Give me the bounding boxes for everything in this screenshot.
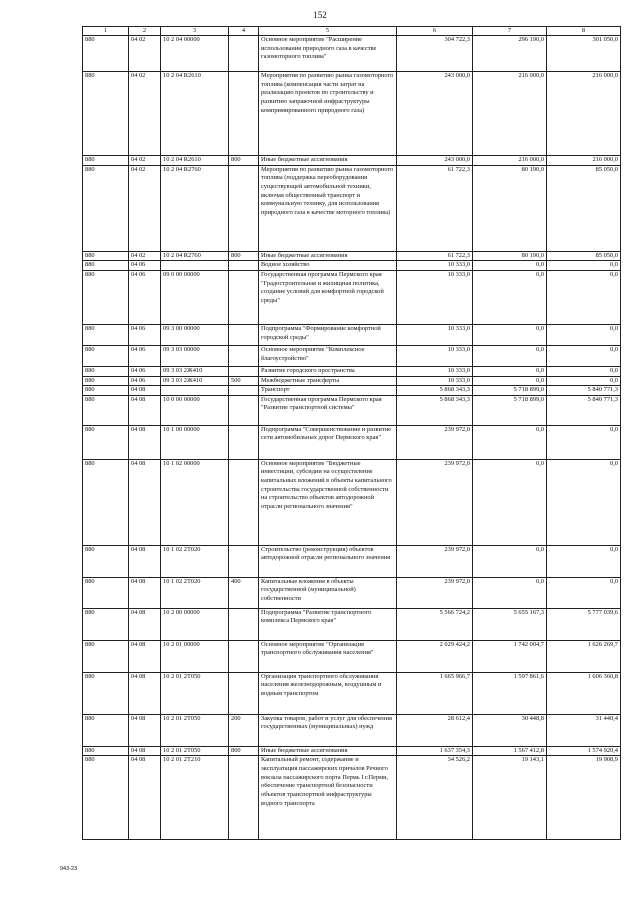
cell-amount-year1: 304 722,3 <box>397 36 473 72</box>
cell-amount-year1: 239 972,0 <box>397 577 473 608</box>
cell-section-code: 04 08 <box>129 608 161 640</box>
cell-section-code: 04 02 <box>129 72 161 156</box>
cell-admin-code: 880 <box>83 577 129 608</box>
cell-admin-code: 880 <box>83 746 129 756</box>
column-header: 5 <box>259 27 397 36</box>
cell-description: Государственная программа Пермского края "Градостроительная и жилищная политика, создание условий для комфортной городской среды" <box>259 270 397 324</box>
cell-amount-year3: 85 050,0 <box>547 165 621 251</box>
column-header: 6 <box>397 27 473 36</box>
cell-description: Межбюджетные трансферты <box>259 376 397 386</box>
cell-amount-year2: 296 190,0 <box>473 36 547 72</box>
cell-section-code: 04 06 <box>129 270 161 324</box>
cell-admin-code: 880 <box>83 608 129 640</box>
cell-admin-code: 880 <box>83 165 129 251</box>
cell-admin-code: 880 <box>83 324 129 345</box>
cell-admin-code: 880 <box>83 386 129 396</box>
cell-amount-year3: 0,0 <box>547 261 621 271</box>
cell-admin-code: 880 <box>83 345 129 366</box>
cell-amount-year1: 5 868 343,3 <box>397 386 473 396</box>
cell-section-code: 04 02 <box>129 36 161 72</box>
cell-expense-type <box>229 608 259 640</box>
cell-amount-year2: 1 742 004,7 <box>473 640 547 672</box>
cell-expense-type: 800 <box>229 251 259 261</box>
table-row <box>83 608 621 640</box>
cell-amount-year2: 0,0 <box>473 425 547 459</box>
cell-amount-year3: 1 626 269,7 <box>547 640 621 672</box>
column-header: 3 <box>161 27 229 36</box>
column-header: 8 <box>547 27 621 36</box>
cell-description: Организация транспортного обслуживания населения железнодорожным, воздушным и водным транспортом <box>259 672 397 714</box>
cell-expense-type <box>229 270 259 324</box>
cell-amount-year1: 28 612,4 <box>397 714 473 746</box>
cell-target-code: 10 2 04 R2760 <box>161 251 229 261</box>
table-row <box>83 459 621 545</box>
cell-amount-year3: 0,0 <box>547 425 621 459</box>
cell-description: Основное мероприятие "Комплексное благоустройство" <box>259 345 397 366</box>
cell-expense-type <box>229 545 259 577</box>
cell-amount-year1: 5 868 343,3 <box>397 395 473 425</box>
cell-target-code: 10 2 01 2Т210 <box>161 756 229 840</box>
cell-section-code: 04 02 <box>129 165 161 251</box>
cell-section-code: 04 08 <box>129 395 161 425</box>
cell-admin-code: 880 <box>83 714 129 746</box>
cell-amount-year1: 1 637 354,3 <box>397 746 473 756</box>
cell-admin-code: 880 <box>83 672 129 714</box>
cell-amount-year1: 5 566 724,2 <box>397 608 473 640</box>
cell-expense-type <box>229 366 259 376</box>
table-row <box>83 756 621 840</box>
cell-admin-code: 880 <box>83 545 129 577</box>
cell-admin-code: 880 <box>83 366 129 376</box>
cell-amount-year3: 1 606 360,8 <box>547 672 621 714</box>
cell-amount-year2: 216 000,0 <box>473 156 547 166</box>
cell-expense-type <box>229 425 259 459</box>
cell-amount-year2: 5 718 899,0 <box>473 395 547 425</box>
cell-amount-year1: 10 333,0 <box>397 376 473 386</box>
cell-description: Закупка товаров, работ и услуг для обеспечения государственных (муниципальных) нужд <box>259 714 397 746</box>
cell-description: Подпрограмма "Совершенствование и развитие сети автомобильных дорог Пермского края" <box>259 425 397 459</box>
cell-expense-type: 200 <box>229 714 259 746</box>
cell-amount-year2: 1 567 412,8 <box>473 746 547 756</box>
cell-admin-code: 880 <box>83 36 129 72</box>
cell-target-code: 10 0 00 00000 <box>161 395 229 425</box>
cell-amount-year3: 5 777 039,6 <box>547 608 621 640</box>
cell-amount-year1: 239 972,0 <box>397 425 473 459</box>
cell-description: Мероприятия по развитию рынка газомоторного топлива (компенсация части затрат на реализацию проектов по строительству и развитию заправочной инфраструктуры компримированного природного газа) <box>259 72 397 156</box>
cell-section-code: 04 08 <box>129 545 161 577</box>
budget-table <box>82 26 621 840</box>
cell-target-code: 10 2 01 2Т050 <box>161 714 229 746</box>
cell-amount-year3: 0,0 <box>547 577 621 608</box>
cell-description: Государственная программа Пермского края "Развитие транспортной системы" <box>259 395 397 425</box>
cell-target-code <box>161 261 229 271</box>
cell-section-code: 04 02 <box>129 251 161 261</box>
table-row <box>83 714 621 746</box>
cell-expense-type <box>229 261 259 271</box>
column-header: 1 <box>83 27 129 36</box>
cell-amount-year1: 239 972,0 <box>397 459 473 545</box>
cell-expense-type <box>229 386 259 396</box>
cell-amount-year2: 80 190,0 <box>473 165 547 251</box>
cell-expense-type <box>229 324 259 345</box>
cell-target-code: 10 2 04 R2760 <box>161 165 229 251</box>
cell-amount-year1: 10 333,0 <box>397 270 473 324</box>
cell-section-code: 04 06 <box>129 345 161 366</box>
cell-description: Иные бюджетные ассигнования <box>259 251 397 261</box>
cell-target-code: 09 3 03 2Ж410 <box>161 376 229 386</box>
table-row <box>83 395 621 425</box>
cell-section-code: 04 06 <box>129 366 161 376</box>
cell-amount-year1: 10 333,0 <box>397 324 473 345</box>
cell-target-code: 09 3 03 00000 <box>161 345 229 366</box>
cell-expense-type: 500 <box>229 376 259 386</box>
cell-target-code: 10 1 02 00000 <box>161 459 229 545</box>
cell-target-code: 10 2 04 R2610 <box>161 156 229 166</box>
cell-amount-year1: 243 000,0 <box>397 72 473 156</box>
cell-expense-type <box>229 640 259 672</box>
cell-description: Капитальный ремонт, содержание и эксплуатация пассажирских причалов Речного вокзала пассажирского порта Пермь I г.Перми, обеспечение транспортной безопасности объектов транспортной инфраструктуры водного транспорта <box>259 756 397 840</box>
cell-amount-year3: 5 840 771,3 <box>547 386 621 396</box>
cell-amount-year3: 5 840 771,3 <box>547 395 621 425</box>
page-number: 152 <box>313 10 327 20</box>
cell-amount-year2: 5 655 167,3 <box>473 608 547 640</box>
table-row <box>83 251 621 261</box>
cell-amount-year2: 19 143,1 <box>473 756 547 840</box>
cell-target-code: 09 0 00 00000 <box>161 270 229 324</box>
cell-amount-year1: 34 526,2 <box>397 756 473 840</box>
table-row <box>83 545 621 577</box>
cell-amount-year3: 0,0 <box>547 345 621 366</box>
cell-amount-year2: 0,0 <box>473 324 547 345</box>
cell-admin-code: 880 <box>83 640 129 672</box>
table-row <box>83 386 621 396</box>
cell-amount-year1: 239 972,0 <box>397 545 473 577</box>
table-row <box>83 366 621 376</box>
cell-description: Мероприятия по развитию рынка газомоторного топлива (поддержка переоборудования существующей автомобильной техники, включая общественный транспорт и коммунальную технику, для использования природного газа в качестве моторного топлива) <box>259 165 397 251</box>
cell-section-code: 04 06 <box>129 376 161 386</box>
cell-amount-year1: 61 722,3 <box>397 251 473 261</box>
table-header-row <box>83 27 621 36</box>
cell-amount-year1: 10 333,0 <box>397 345 473 366</box>
cell-amount-year3: 1 574 920,4 <box>547 746 621 756</box>
cell-amount-year1: 61 722,3 <box>397 165 473 251</box>
cell-section-code: 04 08 <box>129 756 161 840</box>
cell-description: Подпрограмма "Формирование комфортной городской среды" <box>259 324 397 345</box>
cell-expense-type <box>229 72 259 156</box>
cell-amount-year3: 0,0 <box>547 270 621 324</box>
cell-amount-year3: 0,0 <box>547 366 621 376</box>
cell-target-code: 10 2 01 00000 <box>161 640 229 672</box>
table-row <box>83 376 621 386</box>
cell-amount-year3: 85 050,0 <box>547 251 621 261</box>
cell-description: Иные бюджетные ассигнования <box>259 156 397 166</box>
cell-admin-code: 880 <box>83 395 129 425</box>
cell-description: Водное хозяйство <box>259 261 397 271</box>
table-row <box>83 345 621 366</box>
cell-amount-year2: 80 190,0 <box>473 251 547 261</box>
cell-section-code: 04 08 <box>129 425 161 459</box>
cell-admin-code: 880 <box>83 376 129 386</box>
column-header: 7 <box>473 27 547 36</box>
cell-amount-year2: 216 000,0 <box>473 72 547 156</box>
cell-amount-year1: 2 029 424,2 <box>397 640 473 672</box>
cell-description: Строительство (реконструкция) объектов автодорожной отрасли регионального значения <box>259 545 397 577</box>
cell-target-code: 09 3 00 00000 <box>161 324 229 345</box>
cell-target-code: 10 1 00 00000 <box>161 425 229 459</box>
cell-amount-year2: 0,0 <box>473 345 547 366</box>
cell-target-code: 10 1 02 2Т020 <box>161 545 229 577</box>
cell-amount-year2: 30 448,8 <box>473 714 547 746</box>
cell-expense-type <box>229 36 259 72</box>
table-row <box>83 165 621 251</box>
cell-admin-code: 880 <box>83 72 129 156</box>
cell-amount-year2: 0,0 <box>473 577 547 608</box>
cell-section-code: 04 02 <box>129 156 161 166</box>
cell-expense-type <box>229 395 259 425</box>
cell-amount-year3: 301 050,0 <box>547 36 621 72</box>
table-row <box>83 577 621 608</box>
cell-amount-year3: 31 440,4 <box>547 714 621 746</box>
cell-section-code: 04 08 <box>129 577 161 608</box>
cell-description: Транспорт <box>259 386 397 396</box>
cell-target-code: 09 3 03 2Ж410 <box>161 366 229 376</box>
cell-description: Иные бюджетные ассигнования <box>259 746 397 756</box>
cell-section-code: 04 08 <box>129 386 161 396</box>
cell-section-code: 04 08 <box>129 714 161 746</box>
document-code: 943-23 <box>60 866 78 872</box>
cell-amount-year1: 10 333,0 <box>397 366 473 376</box>
cell-section-code: 04 06 <box>129 324 161 345</box>
cell-target-code: 10 2 01 2Т050 <box>161 672 229 714</box>
cell-expense-type: 800 <box>229 156 259 166</box>
cell-admin-code: 880 <box>83 156 129 166</box>
cell-amount-year3: 216 000,0 <box>547 156 621 166</box>
table-row <box>83 36 621 72</box>
cell-amount-year2: 0,0 <box>473 261 547 271</box>
cell-description: Основное мероприятие "Бюджетные инвестиции, субсидии на осуществление капитальных вложений в объекты капитального строительства государственной собственности на строительство объектов автодорожной отрасли регионального значения" <box>259 459 397 545</box>
cell-expense-type <box>229 672 259 714</box>
cell-target-code: 10 2 00 00000 <box>161 608 229 640</box>
cell-amount-year2: 0,0 <box>473 376 547 386</box>
cell-description: Основное мероприятие "Расширение использования природного газа в качестве газомоторного топлива" <box>259 36 397 72</box>
cell-section-code: 04 06 <box>129 261 161 271</box>
table-row <box>83 425 621 459</box>
cell-target-code <box>161 386 229 396</box>
cell-admin-code: 880 <box>83 270 129 324</box>
cell-section-code: 04 08 <box>129 746 161 756</box>
table-row <box>83 270 621 324</box>
cell-expense-type: 400 <box>229 577 259 608</box>
table-row <box>83 156 621 166</box>
cell-description: Основное мероприятие "Организация транспортного обслуживания населения" <box>259 640 397 672</box>
cell-target-code: 10 1 02 2Т020 <box>161 577 229 608</box>
cell-amount-year1: 10 333,0 <box>397 261 473 271</box>
cell-admin-code: 880 <box>83 756 129 840</box>
cell-amount-year3: 19 908,9 <box>547 756 621 840</box>
cell-amount-year3: 0,0 <box>547 459 621 545</box>
cell-expense-type: 800 <box>229 746 259 756</box>
cell-admin-code: 880 <box>83 261 129 271</box>
cell-amount-year2: 5 718 899,0 <box>473 386 547 396</box>
table-row <box>83 746 621 756</box>
column-header: 4 <box>229 27 259 36</box>
cell-amount-year2: 0,0 <box>473 459 547 545</box>
cell-expense-type <box>229 756 259 840</box>
table-row <box>83 324 621 345</box>
table-row <box>83 72 621 156</box>
cell-amount-year2: 0,0 <box>473 545 547 577</box>
cell-amount-year3: 216 000,0 <box>547 72 621 156</box>
cell-section-code: 04 08 <box>129 672 161 714</box>
cell-target-code: 10 2 04 R2610 <box>161 72 229 156</box>
cell-amount-year3: 0,0 <box>547 324 621 345</box>
cell-admin-code: 880 <box>83 459 129 545</box>
cell-amount-year2: 1 597 861,6 <box>473 672 547 714</box>
cell-expense-type <box>229 345 259 366</box>
cell-description: Развитие городского пространства <box>259 366 397 376</box>
cell-amount-year3: 0,0 <box>547 376 621 386</box>
table-row <box>83 640 621 672</box>
cell-admin-code: 880 <box>83 251 129 261</box>
table-row <box>83 261 621 271</box>
cell-amount-year3: 0,0 <box>547 545 621 577</box>
cell-amount-year2: 0,0 <box>473 270 547 324</box>
table-row <box>83 672 621 714</box>
cell-section-code: 04 08 <box>129 640 161 672</box>
column-header: 2 <box>129 27 161 36</box>
cell-expense-type <box>229 459 259 545</box>
cell-target-code: 10 2 04 00000 <box>161 36 229 72</box>
cell-expense-type <box>229 165 259 251</box>
cell-amount-year2: 0,0 <box>473 366 547 376</box>
cell-description: Подпрограмма "Развитие транспортного комплекса Пермского края" <box>259 608 397 640</box>
cell-section-code: 04 08 <box>129 459 161 545</box>
cell-admin-code: 880 <box>83 425 129 459</box>
cell-target-code: 10 2 01 2Т050 <box>161 746 229 756</box>
cell-amount-year1: 1 665 966,7 <box>397 672 473 714</box>
cell-amount-year1: 243 000,0 <box>397 156 473 166</box>
cell-description: Капитальные вложения в объекты государственной (муниципальной) собственности <box>259 577 397 608</box>
table-body <box>83 36 621 840</box>
